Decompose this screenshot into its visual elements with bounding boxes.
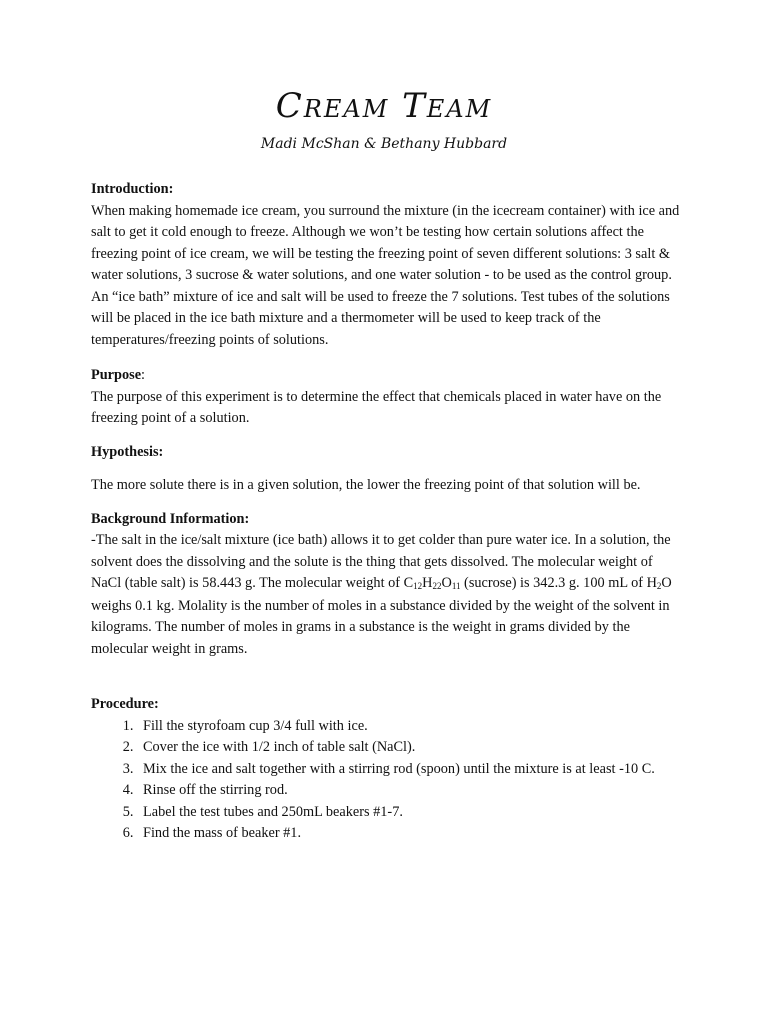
purpose-heading-colon: : <box>141 367 146 383</box>
hypothesis-section <box>91 442 681 497</box>
procedure-steps-list <box>91 716 681 845</box>
procedure-step: 2. Cover the ice with 1/2 inch of table salt (NaCl). <box>137 737 681 759</box>
introduction-section <box>91 179 681 351</box>
introduction-text: When making homemade ice cream, you surround the mixture (in the icecream container) with ice and salt to get it cold enough to freeze. Although we won’t be testing how certain solutions affect the freezing point of ice cream, we will be testing the freezing point of seven different solutions: 3 salt & water solutions, 3 sucrose & water solutions, and one water solution - to be used as the control group. An “ice bath” mixture of ice and salt will be used to freeze the 7 solutions. Test tubes of the solutions will be placed in the ice bath mixture and a thermometer will be used to keep track of the temperatures/freezing points of solutions. <box>91 202 680 348</box>
formula-hydrogen-count: 22 <box>432 581 442 591</box>
formula-oxygen: O <box>441 575 452 591</box>
hypothesis-heading: Hypothesis: <box>91 443 164 460</box>
procedure-heading: Procedure: <box>91 696 159 712</box>
authors-line: Madi McShan & Bethany Hubbard <box>260 136 508 152</box>
background-section <box>91 509 681 661</box>
procedure-step: 5. Label the test tubes and 250mL beakers #1-7. <box>137 802 681 824</box>
background-heading: Background Information: <box>91 510 250 527</box>
formula-oxygen-count: 11 <box>451 581 461 591</box>
procedure-section <box>91 694 681 845</box>
purpose-heading-label: Purpose <box>91 367 142 383</box>
hypothesis-text: The more solute there is in a given solution, the lower the freezing point of that solution will be. <box>91 477 641 493</box>
background-text-part1: -The salt in the ice/salt mixture (ice bath) allows it to get colder than pure water ice. In a solution, the solvent does the dissolving and the solute is the thing that gets dissolved. The molecular weight of NaCl (table salt) is 58.443 g. The molecular weight of <box>91 532 671 591</box>
water-subscript: 2 <box>656 581 662 591</box>
purpose-heading <box>91 365 681 387</box>
page-title: Cream Team <box>275 86 493 126</box>
procedure-step: 1. Fill the styrofoam cup 3/4 full with ice. <box>137 716 681 738</box>
purpose-section <box>91 365 681 430</box>
background-text <box>91 530 681 660</box>
background-text-part2: (sucrose) is 342.3 g. 100 mL of H <box>460 575 657 591</box>
formula-hydrogen: H <box>422 575 433 591</box>
background-text-part3: O weighs 0.1 kg. Molality is the number of moles in a substance divided by the weight of the solvent in kilograms. The number of moles in grams in a substance is the weight in grams divided by the molecular weight in grams. <box>91 575 672 657</box>
introduction-heading: Introduction: <box>91 181 174 197</box>
procedure-step: 6. Find the mass of beaker #1. <box>137 823 681 845</box>
document-body <box>91 179 681 845</box>
sucrose-formula <box>404 575 461 591</box>
procedure-step: 3. Mix the ice and salt together with a stirring rod (spoon) until the mixture is at least -10 C. <box>137 759 681 781</box>
formula-carbon: C <box>403 575 414 591</box>
procedure-step: 4. Rinse off the stirring rod. <box>137 780 681 802</box>
formula-carbon-count: 12 <box>413 581 423 591</box>
purpose-text: The purpose of this experiment is to determine the effect that chemicals placed in water have on the freezing point of a solution. <box>91 388 662 426</box>
